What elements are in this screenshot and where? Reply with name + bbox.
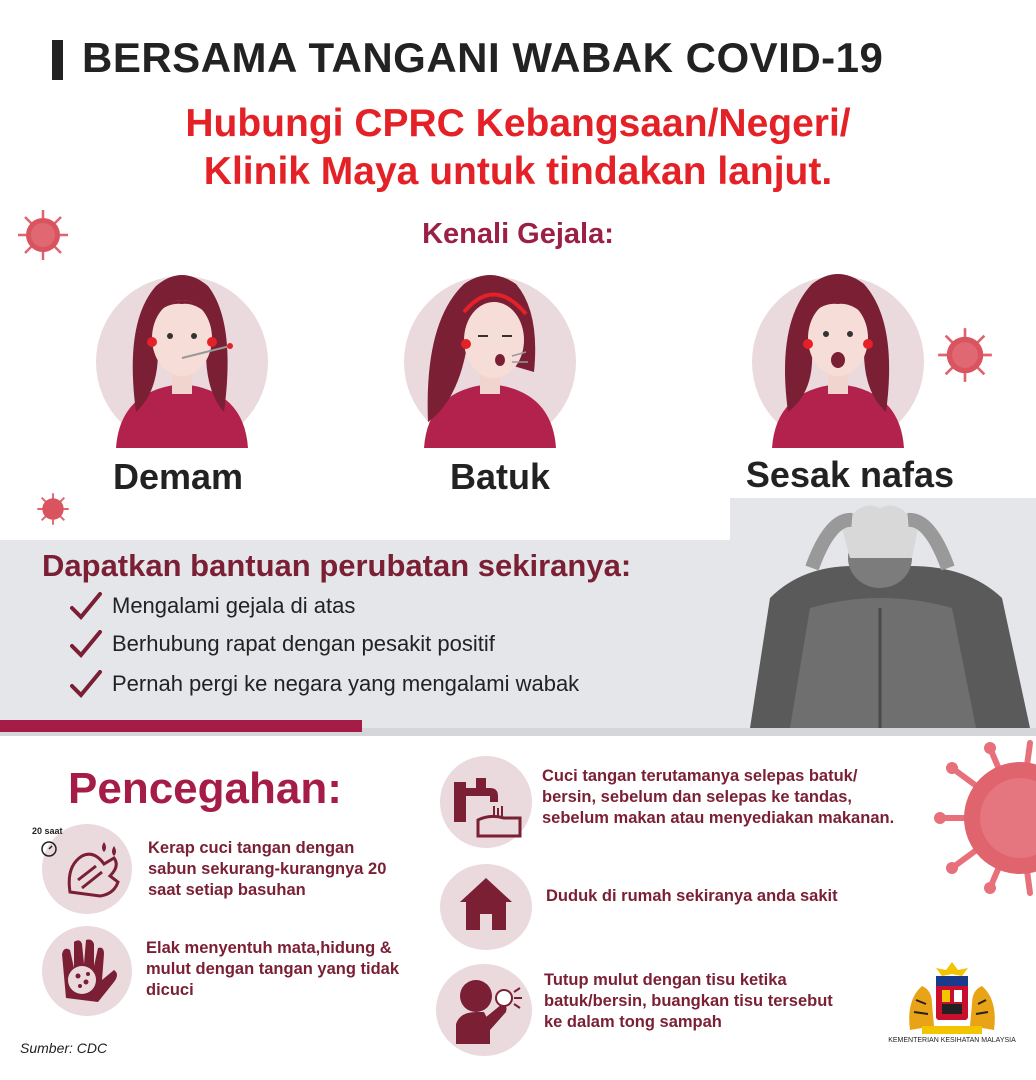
- faucet-icon: [450, 766, 524, 838]
- health-worker-photo: [730, 498, 1036, 728]
- prevention-text: Duduk di rumah sekiranya anda sakit: [546, 887, 838, 905]
- malaysia-coat-of-arms-logo: [902, 960, 1002, 1036]
- symptom-label-demam: Demam: [112, 456, 244, 497]
- cough-woman-icon: [404, 262, 576, 448]
- handwash-icon: [60, 836, 126, 902]
- checkmark-icon: [70, 670, 102, 698]
- checkmark-icon: [70, 630, 102, 658]
- prevention-text: Kerap cuci tangan dengan sabun sekurang-kurangnya 20 saat setiap basuhan: [148, 839, 387, 899]
- timer-label: 20 saat: [32, 826, 63, 836]
- germ-hand-icon: [52, 934, 124, 1006]
- virus-icon: [36, 492, 70, 526]
- fever-woman-icon: [96, 262, 268, 448]
- prevention-text: Elak menyentuh mata,hidung & mulut dengan tangan yang tidak dicuci: [146, 939, 400, 999]
- symptom-label-batuk: Batuk: [449, 456, 551, 497]
- breathless-woman-icon: [752, 262, 924, 448]
- house-icon: [456, 874, 516, 934]
- prevention-heading: Pencegahan:: [68, 764, 342, 813]
- large-virus-icon: [930, 738, 1036, 898]
- condition-text: Pernah pergi ke negara yang mengalami wabak: [112, 671, 580, 696]
- title-bar-accent: [52, 40, 63, 80]
- condition-text: Mengalami gejala di atas: [112, 593, 356, 618]
- maroon-divider: [0, 720, 362, 732]
- page-title: BERSAMA TANGANI WABAK COVID-19: [82, 34, 884, 81]
- condition-item: [70, 592, 355, 620]
- sneeze-icon: [450, 974, 522, 1044]
- checkmark-icon: [70, 592, 102, 620]
- stopwatch-icon: [40, 840, 58, 858]
- subtitle-line-1: Hubungi CPRC Kebangsaan/Negeri/: [185, 102, 851, 145]
- condition-item: [70, 670, 579, 698]
- condition-item: [70, 630, 495, 658]
- symptoms-heading: Kenali Gejala:: [422, 218, 614, 250]
- prevention-text: Cuci tangan terutamanya selepas batuk/ bersin, sebelum dan selepas ke tandas, sebelum makan atau menyediakan makanan.: [542, 767, 895, 827]
- prevention-text: Tutup mulut dengan tisu ketika batuk/bersin, buangkan tisu tersebut ke dalam tong sampah: [544, 971, 833, 1031]
- virus-icon: [936, 326, 994, 384]
- help-heading: Dapatkan bantuan perubatan sekiranya:: [42, 548, 632, 583]
- source-note: Sumber: CDC: [20, 1040, 108, 1056]
- symptom-label-sesak-nafas: Sesak nafas: [745, 454, 955, 495]
- condition-text: Berhubung rapat dengan pesakit positif: [112, 631, 495, 656]
- subtitle-line-2: Klinik Maya untuk tindakan lanjut.: [203, 150, 833, 193]
- ministry-label: KEMENTERIAN KESIHATAN MALAYSIA: [888, 1037, 1016, 1044]
